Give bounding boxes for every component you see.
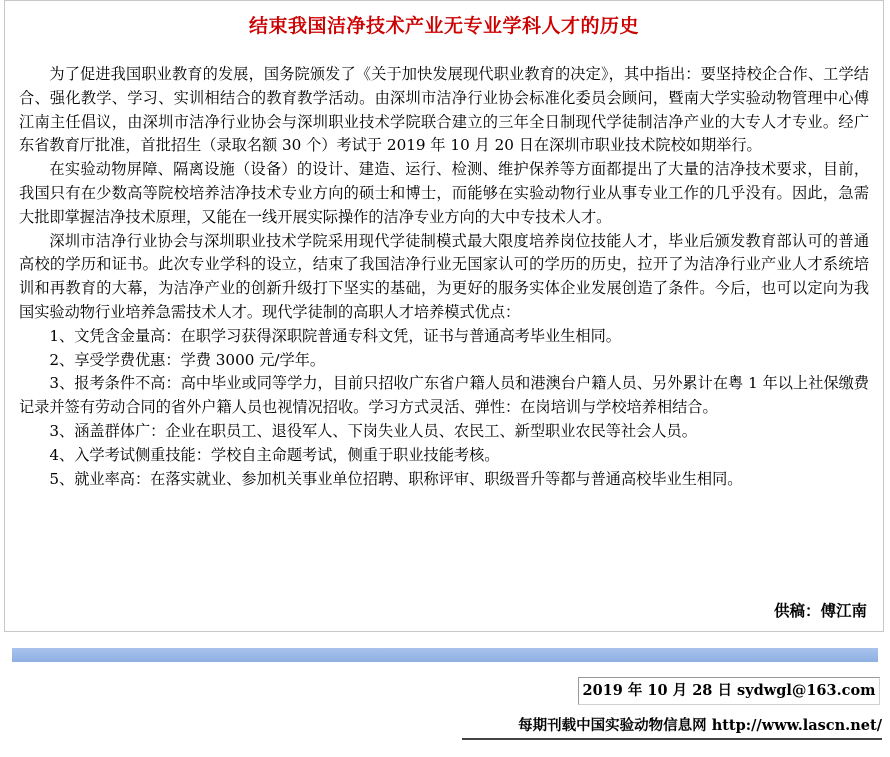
article-panel	[4, 0, 884, 632]
article-credit: 供稿：傅江南	[773, 601, 867, 620]
list-item: 1、文凭含金量高：在职学习获得深职院普通专科文凭，证书与普通高考毕业生相同。	[49, 326, 621, 345]
body-paragraph: 在实验动物屏障、隔离设施（设备）的设计、建造、运行、检测、维护保养等方面都提出了大量的洁净技术要求，目前，我国只有在少数高等院校培养洁净技术专业方向的硕士和博士，而能够在实验动物行业从事专业工作的几乎没有。因此，急需大批即掌握洁净技术原理，又能在一线开展实际操作的洁净专业方向的大中专技术人才。	[19, 160, 869, 226]
list-item: 4、入学考试侧重技能：学校自主命题考试，侧重于职业技能考核。	[49, 445, 500, 464]
body-paragraph: 深圳市洁净行业协会与深圳职业技术学院采用现代学徒制模式最大限度培养岗位技能人才，毕业后颁发教育部认可的普通高校的学历和证书。此次专业学科的设立，结束了我国洁净行业无国家认可的学历的历史，拉开了为洁净行业产业人才系统培训和再教育的大幕，为洁净产业的创新升级打下坚实的基础，为更好的服务实体企业发展创造了条件。今后，也可以定向为我国实验动物行业培养急需技术人才。现代学徒制的高职人才培养模式优点：	[19, 231, 869, 321]
article-body	[19, 63, 869, 491]
list-item: 3、报考条件不高：高中毕业或同等学力，目前只招收广东省户籍人员和港澳台户籍人员、另外累计在粤 1 年以上社保缴费记录并签有劳动合同的省外户籍人员也视情况招收。学习方式灵活、弹性：在岗培训与学校培养相结合。	[19, 374, 869, 417]
list-item: 3、涵盖群体广：企业在职员工、退役军人、下岗失业人员、农民工、新型职业农民等社会人员。	[49, 421, 697, 440]
section-divider	[12, 648, 878, 662]
date-email-box: 2019 年 10 月 28 日 sydwgl@163.com	[578, 677, 880, 705]
body-paragraph: 为了促进我国职业教育的发展，国务院颁发了《关于加快发展现代职业教育的决定》，其中指出：要坚持校企合作、工学结合、强化教学、学习、实训相结合的教育教学活动。由深圳市洁净行业协会标准化委员会顾问，暨南大学实验动物管理中心傅江南主任倡议，由深圳市洁净行业协会与深圳职业技术学院联合建立的三年全日制现代学徒制洁净产业的大专人才专业。经广东省教育厅批准，首批招生（录取名额 30 个）考试于 2019 年 10 月 20 日在深圳市职业技术院校如期举行。	[19, 65, 869, 155]
publication-footer: 每期刊载中国实验动物信息网 http://www.lascn.net/	[462, 712, 882, 740]
list-item: 2、享受学费优惠：学费 3000 元/学年。	[49, 350, 326, 369]
list-item: 5、就业率高：在落实就业、参加机关事业单位招聘、职称评审、职级晋升等都与普通高校毕业生相同。	[49, 469, 743, 488]
article-title: 结束我国洁净技术产业无专业学科人才的历史	[248, 15, 639, 37]
